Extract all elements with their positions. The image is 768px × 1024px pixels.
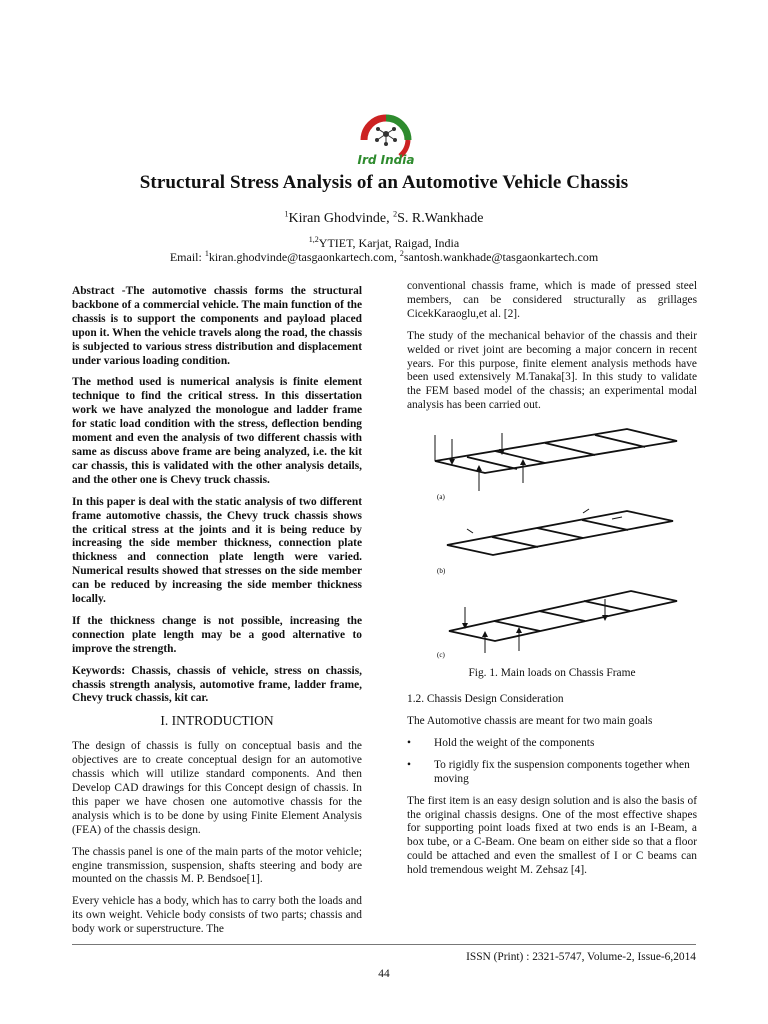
section-heading-introduction: I. INTRODUCTION bbox=[160, 713, 274, 729]
intro-p2: The chassis panel is one of the main parts of the motor vehicle; engine transmission, suspension, shafts steering and body are mounted on the chassis M. P. Bendsoe[1]. bbox=[72, 845, 362, 886]
keywords: Keywords: Chassis, chassis of vehicle, stress on chassis, chassis strength analysis, automotive frame, ladder frame, Chevy truck chassis, kit car. bbox=[72, 664, 362, 705]
abstract bbox=[72, 285, 362, 706]
right-p2: The study of the mechanical behavior of the chassis and their welded or rivet joint are becoming a major concern in recent years. For this purpose, finite element analysis methods have been used extensively M.Tanaka[3]. In this study to validate the FEM based model of the chassis; an experimental modal analysis has been carried out. bbox=[407, 329, 697, 412]
email-line: Email: $^1$kiran.ghodvinde@tasgaonkartech.com, $^2$santosh.wankhade@tasgaonkartech.com bbox=[169, 249, 599, 264]
chassis-loads-diagram bbox=[407, 421, 697, 661]
figure-1 bbox=[407, 421, 697, 661]
logo-text: Ird India bbox=[357, 153, 415, 167]
paper-title: Structural Stress Analysis of an Automotive Vehicle Chassis bbox=[139, 172, 629, 193]
authors: $^1$Kiran Ghodvinde, $^2$S. R.Wankhade bbox=[284, 209, 484, 226]
intro-p1: The design of chassis is fully on conceptual basis and the objectives are to create conceptual design for an automotive chassis which will utilize standard components. And then Develop CAD drawings for this Concept design of chassis. In this paper we have chosen one automotive chassis for the analysis which is to be done by using Finite Element Analysis (FEA) of the chassis design. bbox=[72, 740, 362, 836]
email-1[interactable]: kiran.ghodvinde@tasgaonkartech.com, bbox=[208, 250, 400, 264]
email-2[interactable]: santosh.wankhade@tasgaonkartech.com bbox=[403, 250, 599, 264]
goals-intro: The Automotive chassis are meant for two main goals bbox=[407, 714, 653, 727]
left-column bbox=[72, 285, 362, 945]
page-number: 44 bbox=[378, 968, 390, 980]
footer-divider bbox=[72, 944, 696, 945]
issn-footer: ISSN (Print) : 2321-5747, Volume-2, Issue-6,2014 bbox=[466, 951, 696, 963]
right-column bbox=[407, 280, 697, 886]
subheading-design-consideration: 1.2. Chassis Design Consideration bbox=[407, 693, 564, 706]
goals-list bbox=[407, 737, 697, 787]
figure-label-a: (a) bbox=[437, 493, 445, 502]
right-p1: conventional chassis frame, which is made of pressed steel members, can be considered structurally as grillages CicekKaraoglu,et al. [2]. bbox=[407, 280, 697, 320]
abstract-p4: If the thickness change is not possible, increasing the connection plate length may be a good alternative to improve the strength. bbox=[72, 614, 362, 655]
right-p3: The first item is an easy design solution and is also the basis of the original chassis designs. One of the most effective shapes for supporting point loads fixed at two ends is an I-Beam, a box tube, or a C-Beam. One beam on either side so that a floor could be attached and even the smallest of I or C beams can hold tremendous weight M. Zehsaz [4]. bbox=[407, 794, 697, 877]
list-item: • To rigidly fix the suspension components together when moving bbox=[407, 758, 690, 785]
figure-caption: Fig. 1. Main loads on Chassis Frame bbox=[468, 667, 636, 680]
figure-label-c: (c) bbox=[437, 651, 445, 660]
figure-label-b: (b) bbox=[437, 567, 446, 576]
intro-p3: Every vehicle has a body, which has to carry both the loads and its own weight. Vehicle body consists of two parts; chassis and body work or superstructure. The bbox=[72, 895, 362, 936]
abstract-p1: Abstract -The automotive chassis forms the structural backbone of a commercial vehicle. The main function of the chassis is to support the components and payload placed upon it. When the vehicle travels along the road, the chassis is subjected to various stress distribution and displacement under various loading condition. bbox=[72, 285, 362, 367]
ird-india-logo bbox=[350, 112, 422, 168]
abstract-p3: In this paper is deal with the static analysis of two different frame automotive chassis, the Chevy truck chassis shows the critical stress at the joints and it is being reduce by increasing the side member thickness, connection plate thickness and connection plate length were varied. Numerical results showed that stresses on the side member can be reduced by increasing the side member thickness locally. bbox=[72, 495, 362, 606]
affiliation: $^{1,2}$YTIET, Karjat, Raigad, India bbox=[308, 235, 460, 250]
abstract-p2: The method used is numerical analysis is finite element technique to find the critical stress. In this dissertation work we have analyzed the monologue and ladder frame for static load condition with the stress, deflection bending moment and even the analysis of two different chassis with same as discuss above frame are being analyzed, i.e. the kit car chassis, this is validated with the other analysis details, and the other one is Chevy truck chassis. bbox=[72, 376, 362, 486]
list-item: • Hold the weight of the components bbox=[407, 736, 595, 749]
